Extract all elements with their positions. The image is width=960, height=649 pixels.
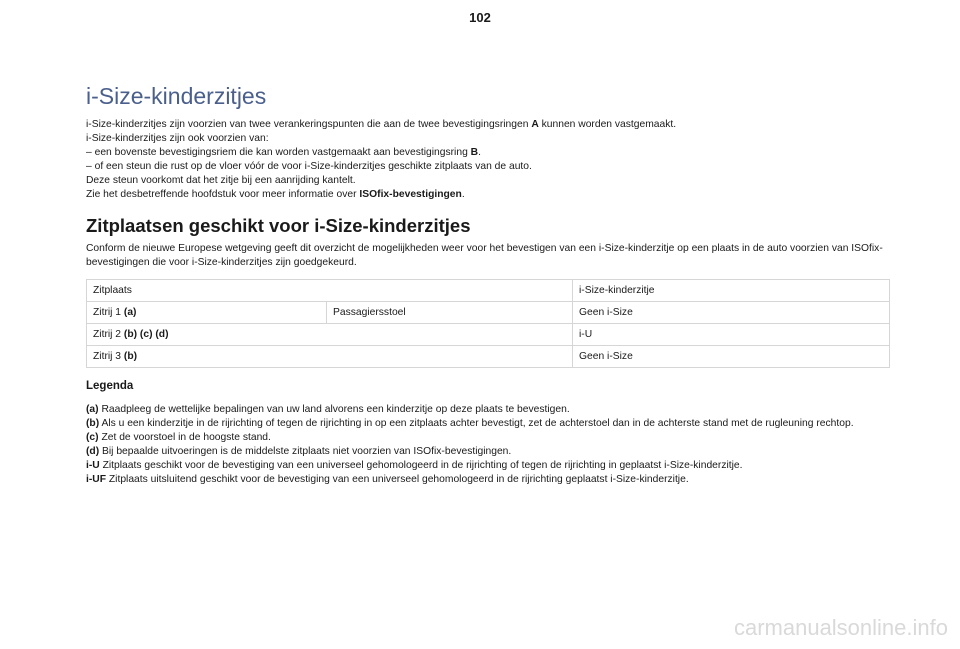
intro-paragraph-1 (86, 118, 888, 132)
legend-text: Zitplaats uitsluitend geschikt voor de bevestiging van een universeel gehomologeerd in de rijrichting geplaatst i-Size-kinderzitje. (106, 474, 689, 486)
page-content (86, 82, 888, 487)
legend-key: i-U (86, 460, 100, 472)
intro-text-end: kunnen worden vastgemaakt. (538, 119, 677, 130)
seat-label: Zitrij 3 (93, 350, 124, 362)
legend-key: (a) (86, 403, 99, 415)
reference-text: Zie het desbetreffende hoofdstuk voor meer informatie over (86, 189, 360, 201)
seat-label: Zitrij 2 (93, 328, 124, 340)
legend-text: Bij bepaalde uitvoeringen is de middelste zitplaats niet voorzien van ISOfix-bevestigingen. (99, 446, 512, 458)
legend-key: (b) (86, 417, 100, 429)
cell-value: Geen i-Size (573, 345, 890, 367)
cell-value: i-U (573, 323, 890, 345)
reference-end: . (461, 189, 465, 201)
header-isize: i-Size-kinderzitje (573, 279, 890, 301)
legend-item-b (86, 417, 888, 431)
table-row (87, 323, 890, 345)
list-item-text: – een bovenste bevestigingsriem die kan worden vastgemaakt aan bevestigingsring (86, 147, 471, 159)
legend-item-iu (86, 459, 888, 473)
section-intro: Conform de nieuwe Europese wetgeving geeft dit overzicht de mogelijkheden weer voor het bevestigen van een i-Size-kinderzitje op een plaats in de auto voorzien van ISOfix-bevestigingen die voor i-Size-kinderzitjes zijn goedgekeurd. (86, 242, 883, 268)
legend-key: i-UF (86, 474, 107, 486)
cell-seat (87, 301, 327, 323)
intro-paragraph-4 (86, 188, 888, 202)
table-row (87, 345, 890, 367)
seat-label: Zitrij 1 (93, 306, 124, 318)
legend-item-d (86, 445, 888, 459)
legend-text: Zitplaats geschikt voor de bevestiging van een universeel gehomologeerd in de rijrichting of tegen de rijrichting in geplaatst i-Size-kinderzitje. (99, 460, 743, 472)
intro-list-item-2: – of een steun die rust op de vloer vóór de voor i-Size-kinderzitjes geschikte zitplaats van de auto. (86, 161, 532, 173)
page-title: i-Size-kinderzitjes (86, 83, 267, 109)
isofix-reference: ISOfix-bevestigingen (359, 189, 462, 201)
seat-note: (b) (123, 350, 138, 362)
table-header-row (87, 279, 890, 301)
ring-a-label: A (531, 119, 539, 130)
legend-key: (d) (86, 446, 100, 458)
page-number: 102 (469, 10, 491, 25)
legend-key: (c) (86, 431, 99, 443)
intro-text: i-Size-kinderzitjes zijn voorzien van twee verankeringspunten die aan de twee bevestigingsringen (86, 119, 532, 130)
header-seat: Zitplaats (87, 279, 573, 301)
cell-subseat: Passagiersstoel (327, 301, 573, 323)
cell-seat (87, 323, 573, 345)
watermark: carmanualsonline.info (733, 615, 948, 640)
table-row (87, 301, 890, 323)
legend-item-iuf (86, 473, 888, 487)
intro-list-item-1 (86, 146, 888, 160)
intro-paragraph-3: Deze steun voorkomt dat het zitje bij een aanrijding kantelt. (86, 175, 356, 187)
legend-text: Raadpleeg de wettelijke bepalingen van uw land alvorens een kinderzitje op deze plaats te bevestigen. (98, 403, 570, 415)
cell-seat (87, 345, 573, 367)
ring-b-label: B (470, 147, 479, 159)
list-item-end: . (478, 147, 481, 159)
cell-value: Geen i-Size (573, 301, 890, 323)
legend-item-a (86, 403, 888, 417)
legend-title: Legenda (86, 379, 134, 392)
seat-note: (b) (c) (d) (123, 328, 169, 340)
seat-note: (a) (123, 306, 137, 318)
section-title: Zitplaatsen geschikt voor i-Size-kinderzitjes (86, 214, 471, 236)
legend-text: Als u een kinderzitje in de rijrichting of tegen de rijrichting in op een zitplaats achter bevestigt, zet de achterstoel dan in de achterste stand met de rugleuning rechtop. (99, 417, 854, 429)
legend-text: Zet de voorstoel in de hoogste stand. (98, 431, 271, 443)
seating-table (86, 279, 890, 368)
intro-paragraph-2: i-Size-kinderzitjes zijn ook voorzien van: (86, 133, 269, 145)
legend-item-c (86, 431, 888, 445)
